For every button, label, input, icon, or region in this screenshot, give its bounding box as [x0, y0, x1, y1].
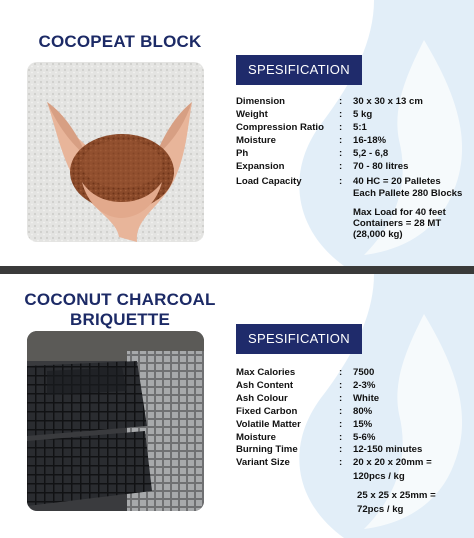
- spec-label: Max Calories: [236, 367, 296, 378]
- spec-value: 80%: [353, 405, 373, 417]
- spec-row-moisture: [236, 135, 468, 148]
- spec-label: Dimension: [236, 96, 286, 107]
- briquette-panel: [0, 274, 474, 538]
- spec-separator: :: [339, 392, 343, 404]
- spec-label: Moisture: [236, 134, 276, 146]
- spec-value: 16-18%: [353, 134, 387, 146]
- max-load-line2: Containers = 28 MT: [353, 218, 442, 229]
- variant-size2-line2: 72pcs / kg: [357, 504, 404, 515]
- spec-separator: :: [339, 108, 343, 120]
- briquette-title-line2: BRIQUETTE: [69, 310, 171, 329]
- spec-separator: :: [339, 444, 343, 456]
- spec-value: 15%: [353, 418, 373, 430]
- spec-separator: :: [339, 134, 343, 146]
- spec-row-volatile-matter: [236, 419, 468, 432]
- cocopeat-panel: [0, 0, 474, 266]
- spec-label: Compression Ratio: [236, 121, 324, 133]
- spec-label: Volatile Matter: [236, 418, 301, 430]
- spec-separator: :: [339, 121, 343, 133]
- spec-separator: :: [339, 457, 343, 469]
- spec-label: Moisture: [236, 431, 276, 443]
- spec-row-fixed-carbon: [236, 406, 468, 419]
- spec-separator: :: [339, 367, 343, 378]
- spec-label: Ash Content: [236, 379, 294, 391]
- spec-label: Variant Size: [236, 457, 290, 469]
- spec-separator: :: [339, 418, 343, 430]
- spec-label: Expansion: [236, 160, 285, 172]
- spec-row-burning-time: [236, 444, 468, 457]
- load-capacity-line2: Each Pallete 280 Blocks: [353, 188, 463, 199]
- spec-label: Ph: [236, 147, 249, 159]
- spec-row-variant-size: [236, 457, 468, 470]
- spec-row-moisture: [236, 432, 468, 445]
- variant-size2-line1: 25 x 25 x 25mm =: [357, 490, 436, 501]
- spec-row-compression-ratio: [236, 122, 468, 135]
- spec-row-weight: [236, 109, 468, 122]
- spec-label: Ash Colour: [236, 392, 288, 404]
- spec-row-max-calories: [236, 367, 468, 380]
- spec-value: 5-6%: [353, 431, 376, 443]
- spec-separator: :: [339, 379, 343, 391]
- briquette-photo: [27, 331, 204, 511]
- spec-value: 7500: [353, 367, 375, 378]
- spec-separator: :: [339, 405, 343, 417]
- spec-separator: :: [339, 176, 343, 188]
- cocopeat-title: COCOPEAT BLOCK: [38, 32, 202, 51]
- spec-value: White: [353, 392, 380, 404]
- max-load-line3: (28,000 kg): [353, 229, 403, 240]
- briquette-spec-badge: SPESIFICATION: [236, 324, 362, 354]
- section-divider: [0, 266, 474, 274]
- spec-label: Fixed Carbon: [236, 405, 298, 417]
- spec-separator: :: [339, 96, 343, 107]
- spec-row-ph: [236, 148, 468, 161]
- spec-value: 5:1: [353, 121, 367, 133]
- spec-row-dimension: [236, 96, 468, 109]
- spec-value: 5 kg: [353, 108, 373, 120]
- spec-separator: :: [339, 147, 343, 159]
- variant-size-line2: 120pcs / kg: [353, 471, 405, 482]
- spec-label: Load Capacity: [236, 176, 302, 188]
- spec-label: Burning Time: [236, 444, 298, 456]
- spec-row-ash-colour: [236, 393, 468, 406]
- cocopeat-spec-list: [236, 96, 468, 189]
- cocopeat-photo: [27, 62, 204, 242]
- cocopeat-spec-badge: SPESIFICATION: [236, 55, 362, 85]
- spec-label: Weight: [236, 108, 268, 120]
- max-load-line1: Max Load for 40 feet: [353, 207, 446, 218]
- spec-value: 20 x 20 x 20mm =: [353, 457, 432, 469]
- spec-row-ash-content: [236, 380, 468, 393]
- spec-value: 2-3%: [353, 379, 376, 391]
- spec-row-expansion: [236, 161, 468, 174]
- spec-value: 5,2 - 6,8: [353, 147, 389, 159]
- spec-separator: :: [339, 431, 343, 443]
- spec-value: 40 HC = 20 Palletes: [353, 176, 441, 188]
- spec-separator: :: [339, 160, 343, 172]
- spec-value: 12-150 minutes: [353, 444, 423, 456]
- briquette-title-line1: COCONUT CHARCOAL: [24, 290, 216, 309]
- briquette-spec-list: [236, 367, 468, 470]
- spec-value: 70 - 80 litres: [353, 160, 409, 172]
- spec-value: 30 x 30 x 13 cm: [353, 96, 423, 107]
